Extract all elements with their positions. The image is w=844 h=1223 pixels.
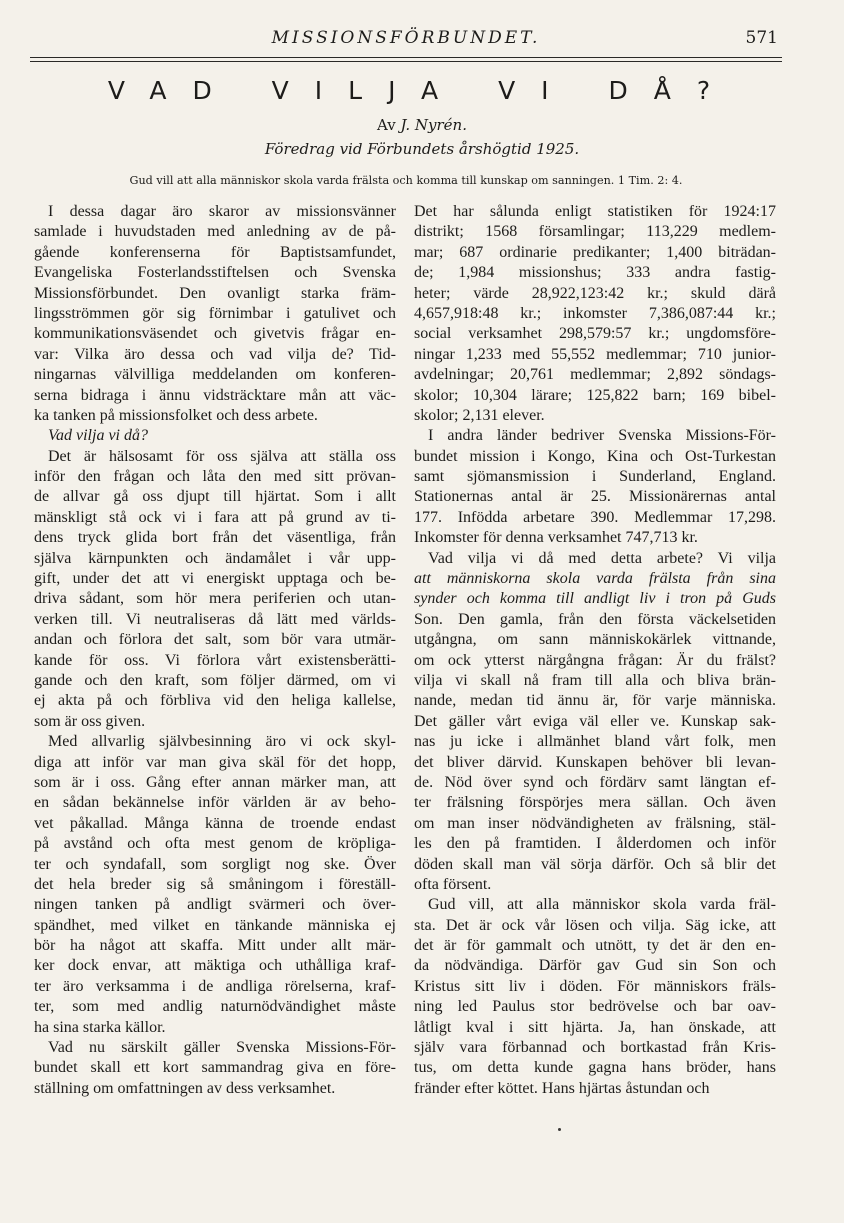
text-line: ej akta på och förbliva vid den heliga kallelse, [34,692,396,710]
text-line: skolor; 2,131 elever. [414,406,545,424]
text-line: driva sådant, som hör mera periferien och utan- [34,590,396,608]
text-line: själv vara förbannad och bortkastad från Kris- [414,1039,776,1057]
text-line: serna bidraga i ännu vidsträcktare mån att väc- [34,386,396,404]
text-line: tus, om detta kunde gagna hans bröder, hans [414,1059,776,1077]
text-line: Vad vilja vi då? [48,427,148,445]
text-line: ter äro verksamma i de andliga rörelserna, kraf- [34,977,396,995]
text-line: andan och förlora det salt, som bör vara utmär- [34,631,396,649]
text-line: social verksamhet 298,579:57 kr.; ungdomsföre- [414,325,776,343]
text-line: sta. Det är ock vår lösen och vilja. Säg icke, att [414,916,776,934]
text-line: diga att inför var man giva skäl för det hopp, [34,753,396,771]
text-line: ter, som med andlig naturnödvändighet måste [34,998,396,1016]
text-line: 177. Infödda arbetare 390. Medlemmar 17,298. [414,508,776,526]
text-line: distrikt; 1568 församlingar; 113,229 medlem- [414,223,776,241]
text-line: verken till. Vi neutraliseras då lätt med världs- [34,610,396,628]
text-line: gående konferenserna för Baptistsamfundet, [34,243,396,261]
text-line: döden skall man väl sörja därför. Och så blir det [414,855,776,873]
text-line: Det gäller vårt eviga väl eller ve. Kunskap sak- [414,712,776,730]
page-number: 571 [745,28,778,48]
text-line: ka tanken på missionsfolket och dess arbete. [34,406,318,424]
text-line: om ock ytterst närgångna frågan: Är du frälst? [414,651,776,669]
text-line: nas ju icke i allmänhet bland vårt folk, men [414,733,776,751]
text-line: bör ha något att skaffa. Mitt under allt mär- [34,937,396,955]
text-line: ker dock envar, att mäktiga och uthålliga kraf- [34,957,396,975]
left-column [34,202,396,1099]
article-title: VAD VILJA VI DÅ? [107,76,737,105]
text-line: Son. Den gamla, från den första väckelsetiden [414,610,776,628]
text-line: Stationernas antal är 25. Missionärernas antal [414,488,776,506]
author-name: J. Nyrén. [400,116,467,134]
text-line: spändhet, med vilket en tänkande människa ej [34,916,396,934]
epigraph: Gud vill att alla människor skola varda frälsta och komma till kunskap om sanningen. 1 Tim. 2: 4. [129,174,683,187]
text-line: gift, under det att vi energiskt upptaga och be- [34,570,396,588]
text-line: det är för gammalt och utnött, ty det är den en- [414,937,776,955]
text-line: de. Nöd över synd och fördärv samt längtan ef- [414,773,776,791]
running-head [30,28,782,54]
text-line: nande, medan tid ännu är, för varje människa. [414,692,776,710]
text-line: lingsströmmen gör sig förnimbar i gatulivet och [34,304,396,322]
text-line: mar; 687 ordinarie predikanter; 1,400 biträdan- [414,243,776,261]
text-line: vilja vi skall nå fram till alla och bliva brän- [414,671,776,689]
text-line: Det har sålunda enligt statistiken för 1924:17 [414,203,776,220]
text-line: skolor; 10,304 lärare; 125,822 barn; 169 bibel- [414,386,776,404]
text-line: låtligt kval i sitt hjärta. Ja, han önskade, att [414,1018,776,1036]
text-line: kommunikationsväsendet och givetvis frågar en- [34,325,396,343]
text-line: ha sina starka källor. [34,1018,166,1036]
right-column [414,202,776,1099]
text-line: om man inser nödvändigheten av frälsning, stäl- [414,814,776,832]
text-line: Vad vilja vi då med detta arbete? Vi vilja [428,549,776,567]
byline [0,116,844,134]
text-line: var: Vilka äro dessa och vad vilja de? Tid- [34,345,396,363]
text-line: vet påkallad. Många känna de troende endast [34,814,396,832]
text-line: I andra länder bedriver Svenska Missions-För- [428,427,776,445]
text-line: da nödvändiga. Därför gav Gud sin Son och [414,957,776,975]
text-line: inför den frågan och låta den med sitt prövan- [34,468,396,486]
text-line: Kristus sitt liv i döden. För människors fräls- [414,977,776,995]
text-line: Med allvarlig självbesinning äro vi ock skyl- [48,733,396,751]
text-line: Evangeliska Fosterlandsstiftelsen och Svenska [34,264,396,282]
text-line: ter och syndafall, som sorgligt nog ske. Över [34,855,396,873]
text-line: de allvar gå oss djupt till hjärtat. Som i allt [34,488,396,506]
text-line: samt sjömansmission i Sunderland, England. [414,468,776,486]
text-line: avdelningar; 20,761 medlemmar; 2,892 söndags- [414,366,776,384]
text-line: ningarnas välvilliga meddelanden om konferen- [34,366,396,384]
text-line: det hela breder sig så småningom i föreställ- [34,875,396,893]
text-line: bundet skall ett kort sammandrag giva en före- [34,1059,396,1077]
text-line: ningen tanken på andligt svärmeri och över- [34,896,396,914]
text-line: fränder efter köttet. Hans hjärtas åstundan och [414,1079,710,1097]
text-line: bundet mission i Kongo, Kina och Ost-Turkestan [414,447,776,465]
header-rule-bottom [30,61,782,62]
header-rule-top [30,57,782,58]
text-line: på avstånd och ofta mest genom de kröpliga- [34,835,396,853]
text-line: 4,657,918:48 kr.; inkomster 7,386,087:44 kr.; [414,304,776,322]
text-line: Missionsförbundet. Den ovanligt starka främ- [34,284,396,302]
byline-prefix: Av [377,116,396,134]
text-line: en sådan bekännelse inför världen är av beho- [34,794,396,812]
text-line: Det är hälsosamt för oss själva att ställa oss [48,447,396,465]
text-line: ter frälsning förspörjes mera sällan. Och även [414,794,776,812]
text-line: dens tryck glida bort från det väsentliga, från [34,529,396,547]
text-line: som är i oss. Gång efter annan märker man, att [34,773,396,791]
text-line: som är oss given. [34,712,146,730]
text-line: själva kärnpunkten och ändamålet i vår upp- [34,549,396,567]
text-line: ningar 1,233 med 55,552 medlemmar; 710 junior- [414,345,776,363]
text-line: att människorna skola varda frälsta från sina [414,570,776,588]
text-line: samlade i huvudstaden med anledning av de på- [34,223,396,241]
text-line: Vad nu särskilt gäller Svenska Missions-För- [48,1039,396,1057]
subtitle: Föredrag vid Förbundets årshögtid 1925. [264,140,580,158]
text-line: heter; värde 28,922,123:42 kr.; skuld därå [414,284,776,302]
text-line: de; 1,984 missionshus; 333 andra fastig- [414,264,776,282]
text-line: gande och den kraft, som följer därmed, om vi [34,671,396,689]
text-line: utgångna, om sann människokärlek vittnande, [414,631,776,649]
text-line: synder och komma till andligt liv i tron på Guds [414,590,776,608]
text-line: I dessa dagar äro skaror av missionsvänner [48,203,396,220]
text-line: Inkomster för denna verksamhet 747,713 kr. [414,529,698,547]
text-line: ställning om omfattningen av dess verksamhet. [34,1079,336,1097]
text-line: ofta försent. [414,875,492,893]
text-line: ning led Paulus stor bedrövelse och bar oav- [414,998,776,1016]
ink-speck [558,1128,561,1131]
text-line: les den på framtiden. I ålderdomen och inför [414,835,776,853]
text-line: det bliver därvid. Kunskapen behöver bli levan- [414,753,776,771]
running-title: MISSIONSFÖRBUNDET. [271,28,541,48]
text-line: Gud vill, att alla människor skola varda fräl- [428,896,776,914]
text-line: mänskligt stå ock vi i fara att på grund av ti- [34,508,396,526]
text-line: kande för oss. Vi förlora vårt existensberätti- [34,651,396,669]
